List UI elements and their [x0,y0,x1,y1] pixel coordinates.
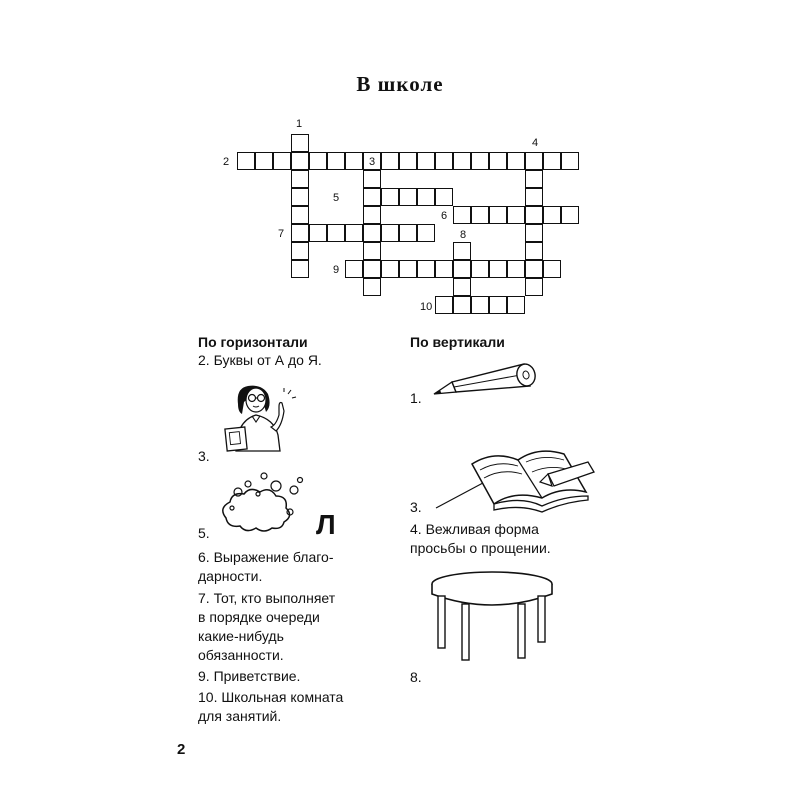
crossword-cell [525,278,543,296]
crossword-cell [417,260,435,278]
crossword-cell [327,224,345,242]
crossword-cell [489,260,507,278]
crossword-cell [435,296,453,314]
down-heading: По вертикали [410,334,505,350]
crossword-number-1: 1 [296,118,303,130]
table-illustration [428,570,556,662]
crossword-cell [453,206,471,224]
crossword-cell [471,152,489,170]
crossword-cell [525,224,543,242]
crossword-cell [489,296,507,314]
crossword-cell [525,170,543,188]
crossword-cell [525,206,543,224]
crossword-cell [453,242,471,260]
book-illustration [430,426,602,510]
crossword-cell [237,152,255,170]
crossword-number-8: 8 [460,229,467,241]
crossword-grid [0,0,800,330]
crossword-cell [507,206,525,224]
crossword-cell [381,152,399,170]
across-clue-9: 9. Приветствие. [198,668,301,684]
crossword-cell [561,206,579,224]
crossword-cell [435,152,453,170]
across-clue-6-line2: дарности. [198,568,263,584]
crossword-number-7: 7 [278,228,285,240]
crossword-number-4: 4 [532,137,539,149]
teacher-illustration [218,376,298,462]
crossword-number-3: 3 [369,156,376,168]
crossword-number-5: 5 [333,192,340,204]
crossword-cell [525,152,543,170]
crossword-cell [255,152,273,170]
crossword-cell [453,278,471,296]
crossword-cell [291,134,309,152]
down-clue-4-line1: 4. Вежливая форма [410,521,539,537]
crossword-cell [507,296,525,314]
crossword-cell [399,188,417,206]
crossword-cell [291,242,309,260]
crossword-number-10: 10 [420,301,433,313]
crossword-cell [471,206,489,224]
crossword-cell [453,296,471,314]
crossword-cell [345,260,363,278]
crossword-cell [363,278,381,296]
crossword-cell [291,260,309,278]
crossword-cell [327,152,345,170]
across-clue-10-line2: для занятий. [198,708,282,724]
crossword-cell [525,242,543,260]
down-clue-8: 8. [410,669,422,685]
crossword-cell [417,224,435,242]
crossword-cell [381,224,399,242]
crossword-cell [417,188,435,206]
crossword-cell [543,260,561,278]
across-heading: По горизонтали [198,334,308,350]
crossword-cell [399,260,417,278]
crossword-cell [453,260,471,278]
crossword-cell [399,224,417,242]
down-clue-4-line2: просьбы о прощении. [410,540,551,556]
crossword-cell [399,152,417,170]
crossword-cell [525,260,543,278]
crossword-cell [471,260,489,278]
crossword-cell [345,152,363,170]
across-clue-10-line1: 10. Школьная комната [198,689,344,705]
crossword-cell [381,188,399,206]
page-title: В школе [356,72,444,96]
crossword-cell [363,242,381,260]
crossword-cell [363,260,381,278]
crossword-cell [381,260,399,278]
crossword-cell [525,188,543,206]
crossword-cell [363,224,381,242]
crossword-number-6: 6 [441,210,448,222]
across-clue-6-line1: 6. Выражение благо- [198,549,334,565]
page-number: 2 [177,741,186,758]
across-clue-7-line2: в порядке очереди [198,609,320,625]
across-clue-7-line3: какие-нибудь [198,628,284,644]
crossword-number-2: 2 [223,156,230,168]
clue-5-letter: Л [316,509,336,540]
crossword-cell [309,224,327,242]
crossword-cell [291,170,309,188]
crossword-cell [291,188,309,206]
across-clue-5: 5. [198,525,210,541]
pencil-illustration [430,360,542,406]
across-clue-3: 3. [198,448,210,464]
crossword-cell [507,152,525,170]
crossword-cell [363,188,381,206]
crossword-cell [561,152,579,170]
across-clue-7-line1: 7. Тот, кто выполняет [198,590,336,606]
crossword-cell [291,206,309,224]
crossword-cell [309,152,327,170]
crossword-cell [543,152,561,170]
across-clue-2: 2. Буквы от А до Я. [198,352,322,368]
crossword-cell [273,152,291,170]
down-clue-3: 3. [410,499,422,515]
crossword-cell [471,296,489,314]
crossword-cell [507,260,525,278]
crossword-cell [435,188,453,206]
crossword-cell [489,152,507,170]
bubbles-illustration [218,472,304,534]
down-clue-1: 1. [410,390,422,406]
crossword-cell [435,260,453,278]
crossword-cell [345,224,363,242]
crossword-cell [543,206,561,224]
crossword-cell [417,152,435,170]
crossword-number-9: 9 [333,264,340,276]
crossword-cell [363,206,381,224]
crossword-cell [363,170,381,188]
across-clue-7-line4: обязанности. [198,647,284,663]
crossword-cell [489,206,507,224]
crossword-cell [291,224,309,242]
crossword-cell [291,152,309,170]
crossword-cell [453,152,471,170]
